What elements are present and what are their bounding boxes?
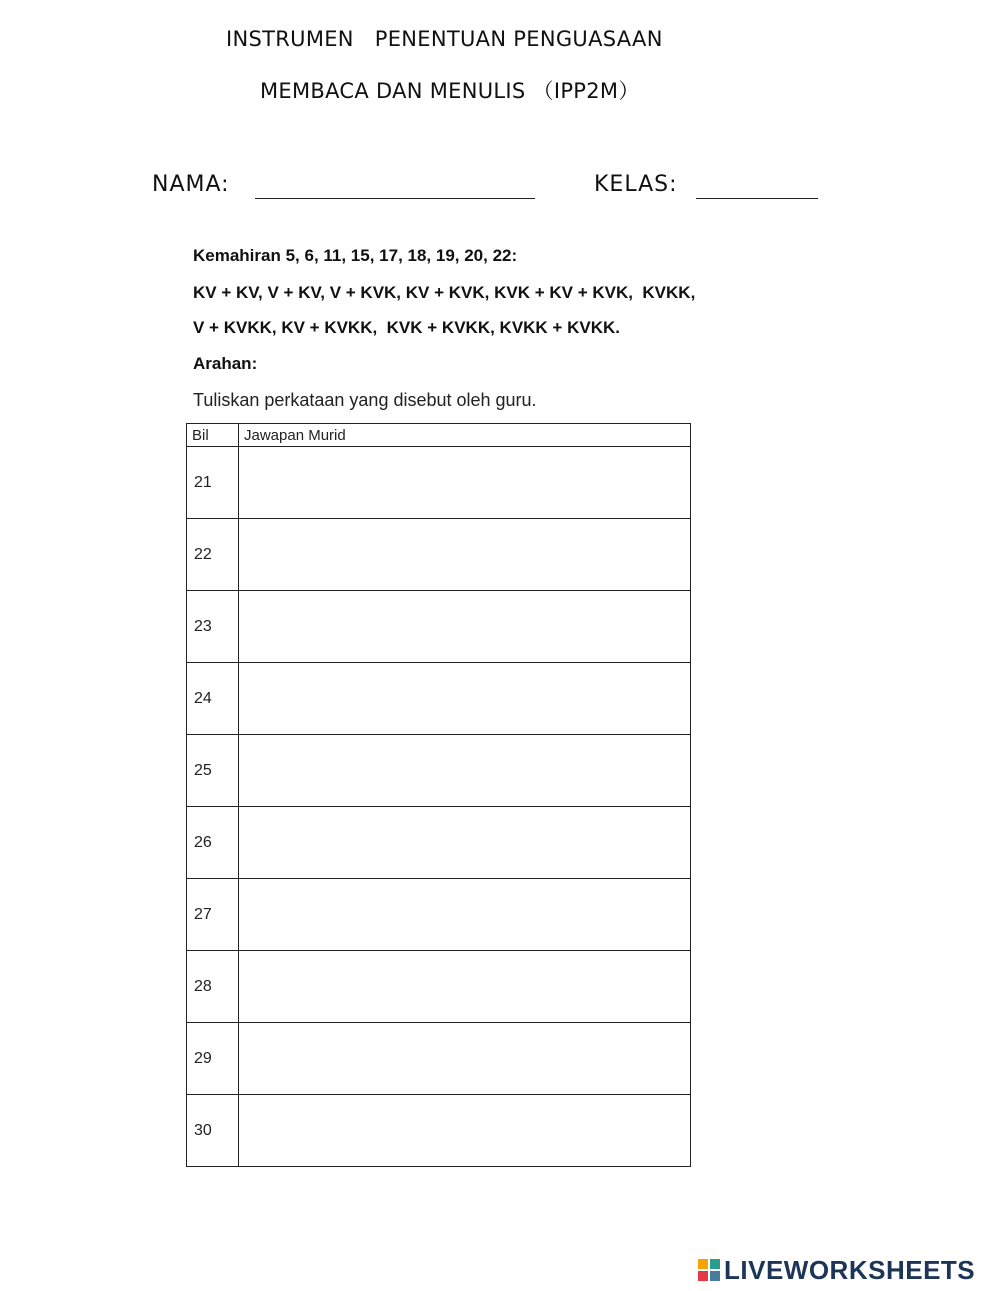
- answer-cell[interactable]: [239, 1095, 691, 1167]
- page-title-line-1: INSTRUMEN PENENTUAN PENGUASAAN: [226, 27, 663, 51]
- row-number: 23: [187, 591, 239, 663]
- table-row: [187, 879, 691, 951]
- table-row: [187, 591, 691, 663]
- liveworksheets-logo: [698, 1255, 975, 1285]
- logo-square: [710, 1259, 720, 1269]
- row-number: 24: [187, 663, 239, 735]
- name-label: NAMA:: [152, 172, 230, 197]
- syllable-patterns-line-1: KV + KV, V + KV, V + KVK, KV + KVK, KVK + KV + KVK, KVKK,: [193, 283, 696, 302]
- table-row: [187, 735, 691, 807]
- class-label: KELAS:: [594, 172, 678, 197]
- table-row: [187, 1095, 691, 1167]
- answer-cell[interactable]: [239, 735, 691, 807]
- logo-square: [698, 1259, 708, 1269]
- answer-cell[interactable]: [239, 447, 691, 519]
- syllable-patterns-line-2: V + KVKK, KV + KVKK, KVK + KVKK, KVKK + KVKK.: [193, 318, 620, 337]
- skills-heading: Kemahiran 5, 6, 11, 15, 17, 18, 19, 20, 22:: [193, 246, 518, 265]
- row-number: 28: [187, 951, 239, 1023]
- table-row: [187, 1023, 691, 1095]
- answer-cell[interactable]: [239, 1023, 691, 1095]
- name-field[interactable]: [255, 198, 535, 199]
- directions-text: Tuliskan perkataan yang disebut oleh guru.: [193, 390, 537, 410]
- class-field[interactable]: [696, 198, 818, 199]
- table-row: [187, 807, 691, 879]
- answer-cell[interactable]: [239, 879, 691, 951]
- liveworksheets-logo-icon: [698, 1259, 720, 1281]
- answer-cell[interactable]: [239, 951, 691, 1023]
- row-number: 29: [187, 1023, 239, 1095]
- row-number: 25: [187, 735, 239, 807]
- table-row: [187, 951, 691, 1023]
- column-header-bil: Bil: [187, 424, 239, 447]
- row-number: 21: [187, 447, 239, 519]
- logo-text: LIVEWORKSHEETS: [724, 1254, 976, 1285]
- page-title-line-2: MEMBACA DAN MENULIS （IPP2M）: [260, 79, 640, 103]
- table-row: [187, 447, 691, 519]
- logo-square: [710, 1271, 720, 1281]
- column-header-answer: Jawapan Murid: [239, 424, 691, 447]
- answer-cell[interactable]: [239, 519, 691, 591]
- answer-table: [186, 423, 691, 1167]
- logo-square: [698, 1271, 708, 1281]
- row-number: 30: [187, 1095, 239, 1167]
- answer-cell[interactable]: [239, 663, 691, 735]
- directions-label: Arahan:: [193, 354, 258, 373]
- table-row: [187, 663, 691, 735]
- table-row: [187, 519, 691, 591]
- row-number: 26: [187, 807, 239, 879]
- row-number: 27: [187, 879, 239, 951]
- table-header-row: [187, 424, 691, 447]
- answer-cell[interactable]: [239, 807, 691, 879]
- row-number: 22: [187, 519, 239, 591]
- answer-cell[interactable]: [239, 591, 691, 663]
